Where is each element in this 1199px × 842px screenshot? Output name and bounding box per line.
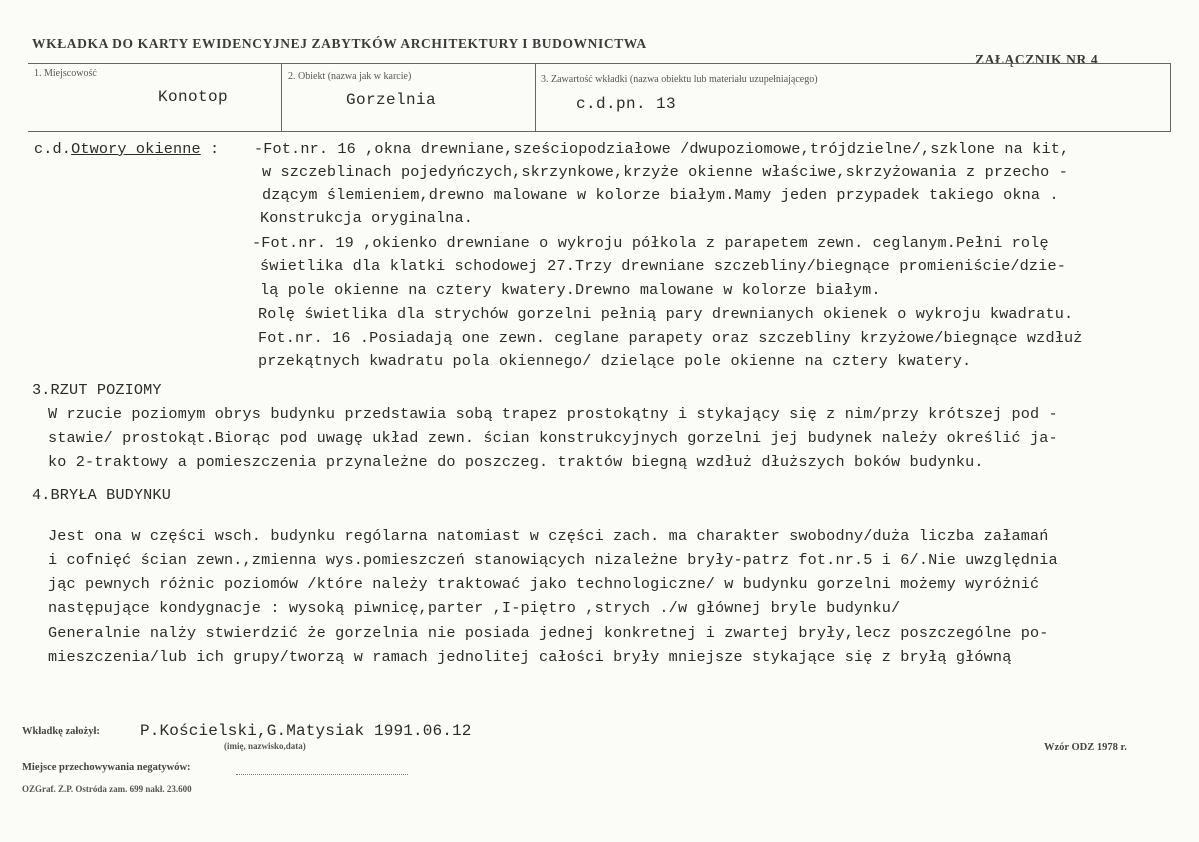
text-line: mieszczenia/lub ich grupy/tworzą w ramach jednolitej całości bryły mniejsze stykające się z bryłą główną — [48, 648, 1012, 666]
text-line: lą pole okienne na cztery kwatery.Drewno malowane w kolorze białym. — [260, 281, 881, 299]
section-4-heading: 4.BRYŁA BUDYNKU — [32, 486, 171, 504]
storage-dotted-line — [236, 774, 408, 775]
field-3-label: 3. Zawartość wkładki (nazwa obiektu lub materiału uzupełniającego) — [541, 74, 818, 85]
section-3-heading: 3.RZUT POZIOMY — [32, 381, 162, 399]
author-label: Wkładkę założył: — [22, 726, 100, 737]
field-1-value: Konotop — [158, 88, 229, 106]
text-line: dzącym ślemieniem,drewno malowane w kolorze białym.Mamy jeden przypadek takiego okna . — [262, 186, 1059, 204]
field-1-label: 1. Miejscowość — [34, 68, 97, 79]
text-line: -Fot.nr. 19 ,okienko drewniane o wykroju półkola z parapetem zewn. ceglanym.Pełni rolę — [252, 234, 1049, 252]
text-line: przekątnych kwadratu pola okiennego/ dzielące pole okienne na cztery kwatery. — [258, 352, 972, 370]
storage-label: Miejsce przechowywania negatywów: — [22, 762, 191, 773]
section-heading-windows: Otwory okienne — [71, 140, 201, 158]
header-bottom-rule — [28, 131, 1171, 132]
field-divider-2 — [535, 63, 536, 131]
field-2-label: 2. Obiekt (nazwa jak w karcie) — [288, 71, 412, 82]
annex-label: ZAŁĄCZNIK NR 4 — [975, 52, 1099, 67]
text-line: W rzucie poziomym obrys budynku przedstawia sobą trapez prostokątny i stykający się z nim/przy krótszej pod - — [48, 405, 1058, 423]
text-line: Generalnie nalży stwierdzić że gorzelnia nie posiada jednej konkretnej i zwartej bryły,lecz poszczególne po- — [48, 624, 1049, 642]
field-divider-right — [1170, 63, 1171, 131]
printer-imprint: OZGraf. Z.P. Ostróda zam. 699 nakł. 23.600 — [22, 784, 192, 794]
text-line: świetlika dla klatki schodowej 27.Trzy drewniane szczebliny/biegnące promieniście/dzie- — [260, 257, 1066, 275]
field-divider-1 — [281, 63, 282, 131]
section-colon: : — [200, 140, 220, 158]
text-line: -Fot.nr. 16 ,okna drewniane,sześciopodziałowe /dwupoziomowe,trójdzielne/,szklone na kit, — [254, 140, 1070, 158]
form-title: WKŁADKA DO KARTY EWIDENCYJNEJ ZABYTKÓW ARCHITEKTURY I BUDOWNICTWA — [32, 36, 647, 51]
text-line: Jest ona w części wsch. budynku rególarna natomiast w części zach. ma charakter swobodny/duża liczba załamań — [48, 527, 1049, 545]
text-line: Rolę świetlika dla strychów gorzelni pełnią pary drewnianych okienek o wykroju kwadratu. — [258, 305, 1074, 323]
field-2-value: Gorzelnia — [346, 91, 437, 109]
author-hint: (imię, nazwisko,data) — [224, 741, 306, 751]
section-window-openings-heading — [34, 140, 219, 158]
pattern-label: Wzór ODZ 1978 r. — [1044, 742, 1127, 753]
text-line: ko 2-traktowy a pomieszczenia przynależne do poszczeg. traktów biegną wzdłuż dłuższych boków budynku. — [48, 453, 984, 471]
text-line: jąc pewnych różnic poziomów /które należy traktować jako technologiczne/ w budynku gorzelni możemy wyróżnić — [48, 575, 1040, 593]
text-line: Konstrukcja oryginalna. — [260, 209, 474, 227]
section-prefix: c.d. — [34, 140, 72, 158]
author-value: P.Kościelski,G.Matysiak 1991.06.12 — [140, 722, 472, 740]
text-line: Fot.nr. 16 .Posiadają one zewn. ceglane parapety oraz szczebliny krzyżowe/biegnące wzdłuż — [258, 329, 1083, 347]
text-line: następujące kondygnacje : wysoką piwnicę,parter ,I-piętro ,strych ./w głównej bryle budynku/ — [48, 599, 901, 617]
text-line: w szczeblinach pojedyńczych,skrzynkowe,krzyże okienne właściwe,skrzyżowania z przecho - — [262, 163, 1068, 181]
text-line: i cofnięć ścian zewn.,zmienna wys.pomieszczeń stanowiących nizależne bryły-patrz fot.nr.5 i 6/.Nie uwzględnia — [48, 551, 1058, 569]
field-3-value: c.d.pn. 13 — [576, 95, 677, 113]
header-top-rule — [28, 63, 1171, 64]
text-line: stawie/ prostokąt.Biorąc pod uwagę układ zewn. ścian konstrukcyjnych gorzelni jej budynek należy określić ja- — [48, 429, 1058, 447]
